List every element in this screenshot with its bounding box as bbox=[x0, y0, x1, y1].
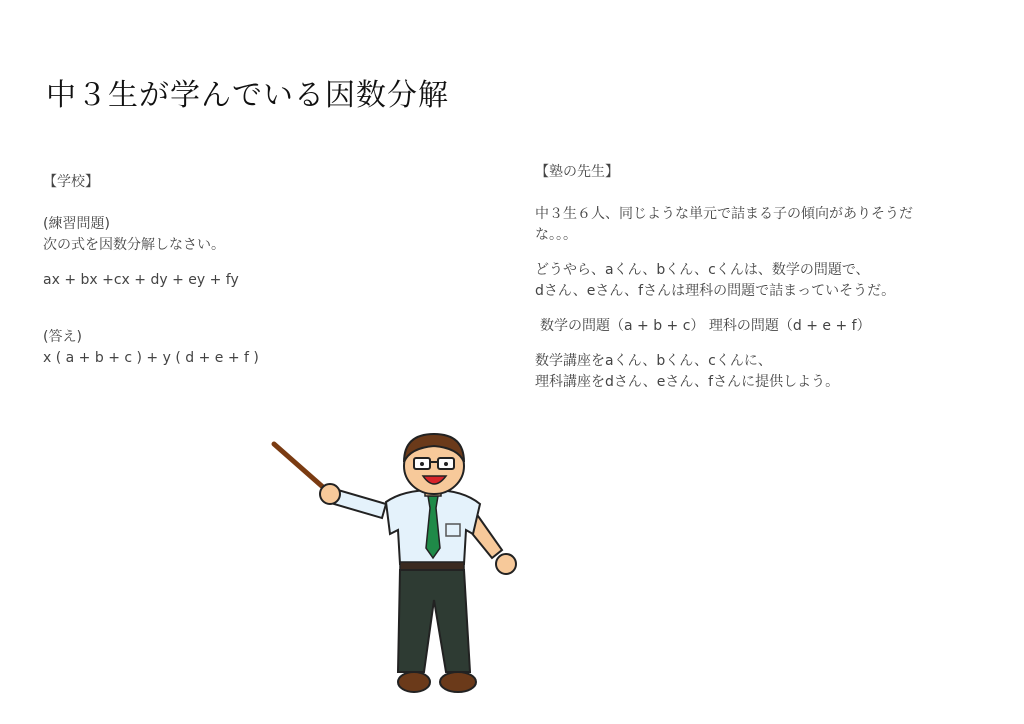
teacher-left-shoe bbox=[398, 672, 430, 692]
pointer-stick bbox=[274, 444, 324, 488]
cram-paragraph-4-line-1: 数学講座をaくん、bくん、cくんに、 bbox=[535, 353, 772, 369]
teacher-right-shoe bbox=[440, 672, 476, 692]
teacher-illustration bbox=[268, 432, 533, 712]
cram-paragraph-1-line-2: な。。。 bbox=[535, 227, 577, 243]
cram-teacher-section bbox=[535, 162, 975, 393]
school-heading: 【学校】 bbox=[43, 174, 99, 190]
cram-paragraph-2-line-1: どうやら、aくん、bくん、cくんは、数学の問題で、 bbox=[535, 262, 870, 278]
exercise-instruction: 次の式を因数分解しなさい。 bbox=[43, 237, 225, 253]
cram-paragraph-2-line-2: dさん、eさん、fさんは理科の問題で詰まっていそうだ。 bbox=[535, 283, 896, 299]
cram-heading: 【塾の先生】 bbox=[535, 164, 619, 180]
school-section bbox=[43, 172, 463, 369]
answer-expression: x ( a + b + c ) + y ( d + e + f ) bbox=[43, 350, 259, 366]
teacher-raised-arm bbox=[334, 490, 386, 518]
answer-label: (答え) bbox=[43, 329, 82, 345]
teacher-raised-hand bbox=[320, 484, 340, 504]
teacher-other-hand bbox=[496, 554, 516, 574]
cram-paragraph-4-line-2: 理科講座をdさん、eさん、fさんに提供しよう。 bbox=[535, 374, 840, 390]
cram-paragraph-3: 数学の問題（a + b + c） 理科の問題（d + e + f） bbox=[540, 318, 871, 334]
teacher-pants bbox=[398, 570, 470, 672]
exercise-expression: ax + bx +cx + dy + ey + fy bbox=[43, 272, 239, 288]
cram-paragraph-1-line-1: 中３生６人、同じような単元で詰まる子の傾向がありそうだ bbox=[535, 206, 913, 222]
page-title: 中３生が学んでいる因数分解 bbox=[46, 78, 449, 113]
exercise-label: (練習問題) bbox=[43, 216, 110, 232]
